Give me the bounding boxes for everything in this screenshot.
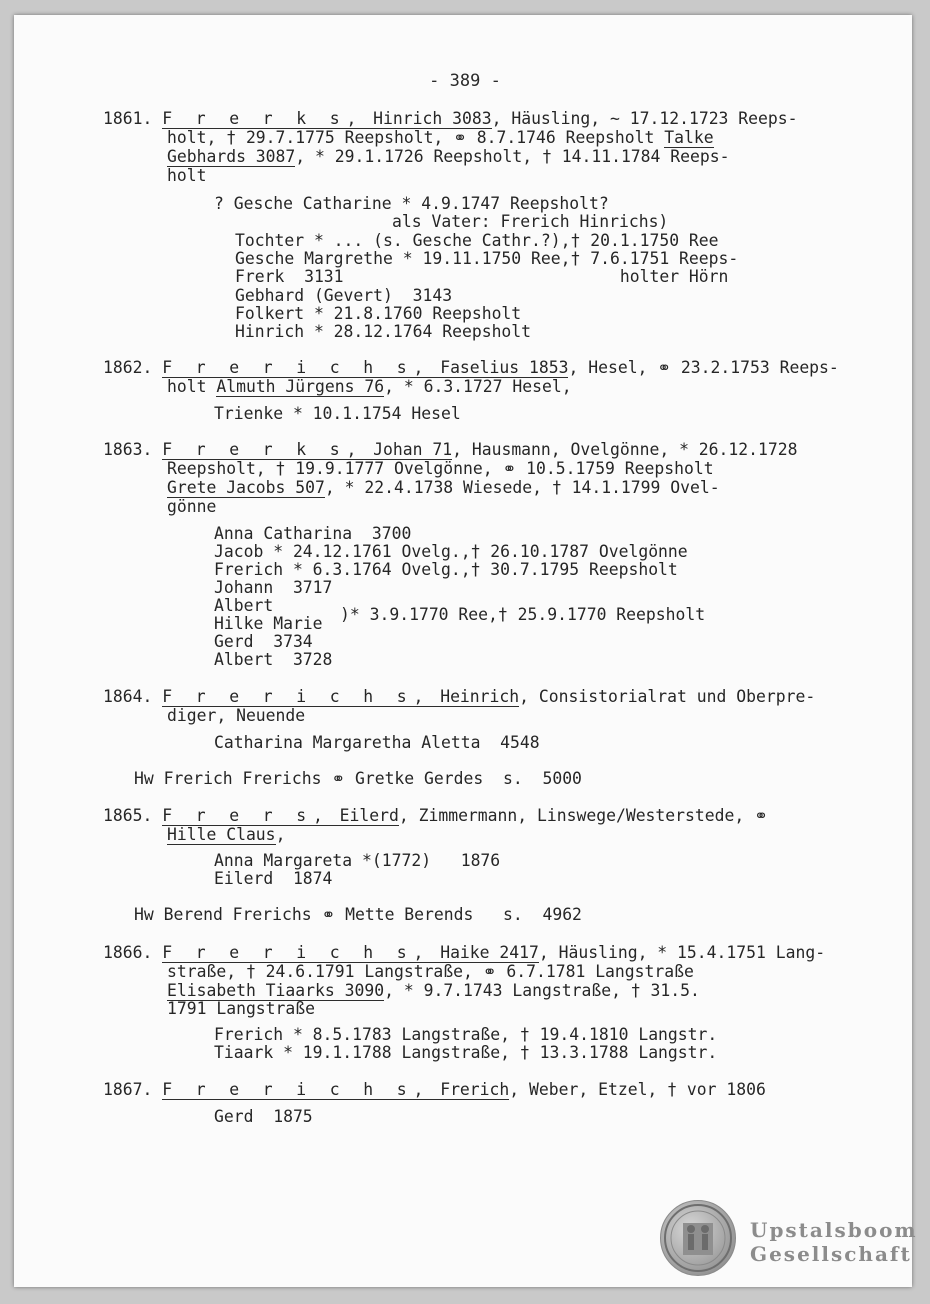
given-name: Frerich	[430, 1080, 510, 1099]
entry-1863-line-2: Reepsholt, † 19.9.1777 Ovelgönne, ⚭ 10.5.1759 Reepsholt	[167, 459, 714, 478]
entry-1866-line-2: straße, † 24.6.1791 Langstraße, ⚭ 6.7.1781 Langstraße	[167, 962, 694, 981]
child-item: Anna Margareta *(1772) 1876	[214, 851, 501, 870]
entry-1866-line-4: 1791 Langstraße	[167, 999, 316, 1018]
spouse-name: Grete Jacobs 507	[167, 478, 325, 497]
child-item: Eilerd 1874	[214, 869, 333, 888]
child-item: Gesche Margrethe * 19.11.1750 Ree,† 7.6.1751 Reeps-	[235, 249, 739, 268]
given-name: Haike 2417	[430, 943, 539, 962]
entry-number: 1867.	[103, 1080, 153, 1099]
spouse-name-cont: Gebhards 3087	[167, 147, 296, 166]
entry-number: 1863.	[103, 440, 153, 459]
child-item: Albert	[214, 596, 274, 615]
surname: F r e r k s,	[162, 440, 364, 459]
surname: F r e r i c h s,	[162, 1080, 431, 1099]
child-item: Hinrich * 28.12.1764 Reepsholt	[235, 322, 532, 341]
child-item: Tiaark * 19.1.1788 Langstraße, † 13.3.1788 Langstr.	[214, 1043, 718, 1062]
hw-note: Hw Berend Frerichs ⚭ Mette Berends s. 4962	[134, 905, 582, 924]
entry-1865-line-2: Hille Claus,	[167, 825, 286, 844]
entry-1866-line-1: 1866. F r e r i c h s, Haike 2417, Häusling, * 15.4.1751 Lang-	[103, 943, 826, 962]
seal-icon	[660, 1200, 736, 1276]
child-item: Folkert * 21.8.1760 Reepsholt	[235, 304, 522, 323]
entry-1862-line-1: 1862. F r e r i c h s, Faselius 1853, Hesel, ⚭ 23.2.1753 Reeps-	[103, 358, 839, 377]
entry-1863-line-3: Grete Jacobs 507, * 22.4.1738 Wiesede, † 14.1.1799 Ovel-	[167, 478, 720, 497]
entry-1867-line-1: 1867. F r e r i c h s, Frerich, Weber, Etzel, † vor 1806	[103, 1080, 766, 1099]
child-item: Jacob * 24.12.1761 Ovelg.,† 26.10.1787 Ovelgönne	[214, 542, 688, 561]
spouse-name: Talke	[664, 128, 714, 147]
given-name: Eilerd	[329, 806, 399, 825]
child-item: Frerk 3131 holter Hörn	[235, 267, 729, 286]
child-item: Anna Catharina 3700	[214, 524, 412, 543]
surname: F r e r k s,	[162, 109, 364, 128]
entry-1861-line-2: holt, † 29.7.1775 Reepsholt, ⚭ 8.7.1746 Reepsholt Talke	[167, 128, 714, 147]
entry-1861-line-4: holt	[167, 166, 207, 185]
entry-1861-line-3: Gebhards 3087, * 29.1.1726 Reepsholt, † 14.11.1784 Reeps-	[167, 147, 730, 166]
surname: F r e r i c h s,	[162, 358, 431, 377]
child-item: Albert 3728	[214, 650, 333, 669]
entry-1866-line-3: Elisabeth Tiaarks 3090, * 9.7.1743 Langstraße, † 31.5.	[167, 981, 700, 1000]
given-name: Johan 71	[363, 440, 453, 459]
entry-1861-line-1: 1861. F r e r k s, Hinrich 3083, Häusling, ~ 17.12.1723 Reeps-	[103, 109, 798, 128]
child-item: Tochter * ... (s. Gesche Cathr.?),† 20.1.1750 Ree	[235, 231, 719, 250]
given-name: Faselius 1853	[430, 358, 569, 377]
entry-number: 1862.	[103, 358, 153, 377]
entry-number: 1864.	[103, 687, 153, 706]
child-item: ? Gesche Catharine * 4.9.1747 Reepsholt?	[214, 194, 609, 213]
society-logo	[660, 1200, 918, 1280]
entry-1864-line-1: 1864. F r e r i c h s, Heinrich, Consistorialrat und Oberpre-	[103, 687, 816, 706]
entry-number: 1861.	[103, 109, 153, 128]
entry-1863-line-4: gönne	[167, 497, 217, 516]
child-item: Hilke Marie	[214, 614, 323, 633]
entry-1864-line-2: diger, Neuende	[167, 706, 306, 725]
entry-number: 1865.	[103, 806, 153, 825]
page-number: - 389 -	[429, 71, 501, 91]
given-name: Heinrich	[430, 687, 520, 706]
child-item: Johann 3717	[214, 578, 333, 597]
spouse-name: Almuth Jürgens 76	[216, 377, 385, 396]
spouse-name: Hille Claus	[167, 825, 276, 844]
surname: F r e r i c h s,	[162, 687, 431, 706]
logo-line-1: Upstalsboom	[750, 1218, 918, 1242]
twins-note: )* 3.9.1770 Ree,† 25.9.1770 Reepsholt	[340, 605, 706, 624]
surname: F r e r s,	[162, 806, 330, 825]
spouse-name: Elisabeth Tiaarks 3090	[167, 981, 385, 1000]
child-item: Catharina Margaretha Aletta 4548	[214, 733, 540, 752]
child-item: als Vater: Frerich Hinrichs)	[392, 212, 669, 231]
entry-number: 1866.	[103, 943, 153, 962]
child-item: Gerd 3734	[214, 632, 313, 651]
entry-1865-line-1: 1865. F r e r s, Eilerd, Zimmermann, Linswege/Westerstede, ⚭	[103, 806, 768, 825]
child-item: Frerich * 6.3.1764 Ovelg.,† 30.7.1795 Reepsholt	[214, 560, 678, 579]
given-name: Hinrich 3083	[363, 109, 492, 128]
child-item: Trienke * 10.1.1754 Hesel	[214, 404, 461, 423]
child-item: Gerd 1875	[214, 1107, 313, 1126]
surname: F r e r i c h s,	[162, 943, 431, 962]
logo-line-2: Gesellschaft	[750, 1242, 912, 1266]
child-item: Frerich * 8.5.1783 Langstraße, † 19.4.1810 Langstr.	[214, 1025, 718, 1044]
entry-1862-line-2: holt Almuth Jürgens 76, * 6.3.1727 Hesel,	[167, 377, 572, 396]
child-item: Gebhard (Gevert) 3143	[235, 286, 453, 305]
entry-1863-line-1: 1863. F r e r k s, Johan 71, Hausmann, Ovelgönne, * 26.12.1728	[103, 440, 798, 459]
hw-note: Hw Frerich Frerichs ⚭ Gretke Gerdes s. 5000	[134, 769, 582, 788]
